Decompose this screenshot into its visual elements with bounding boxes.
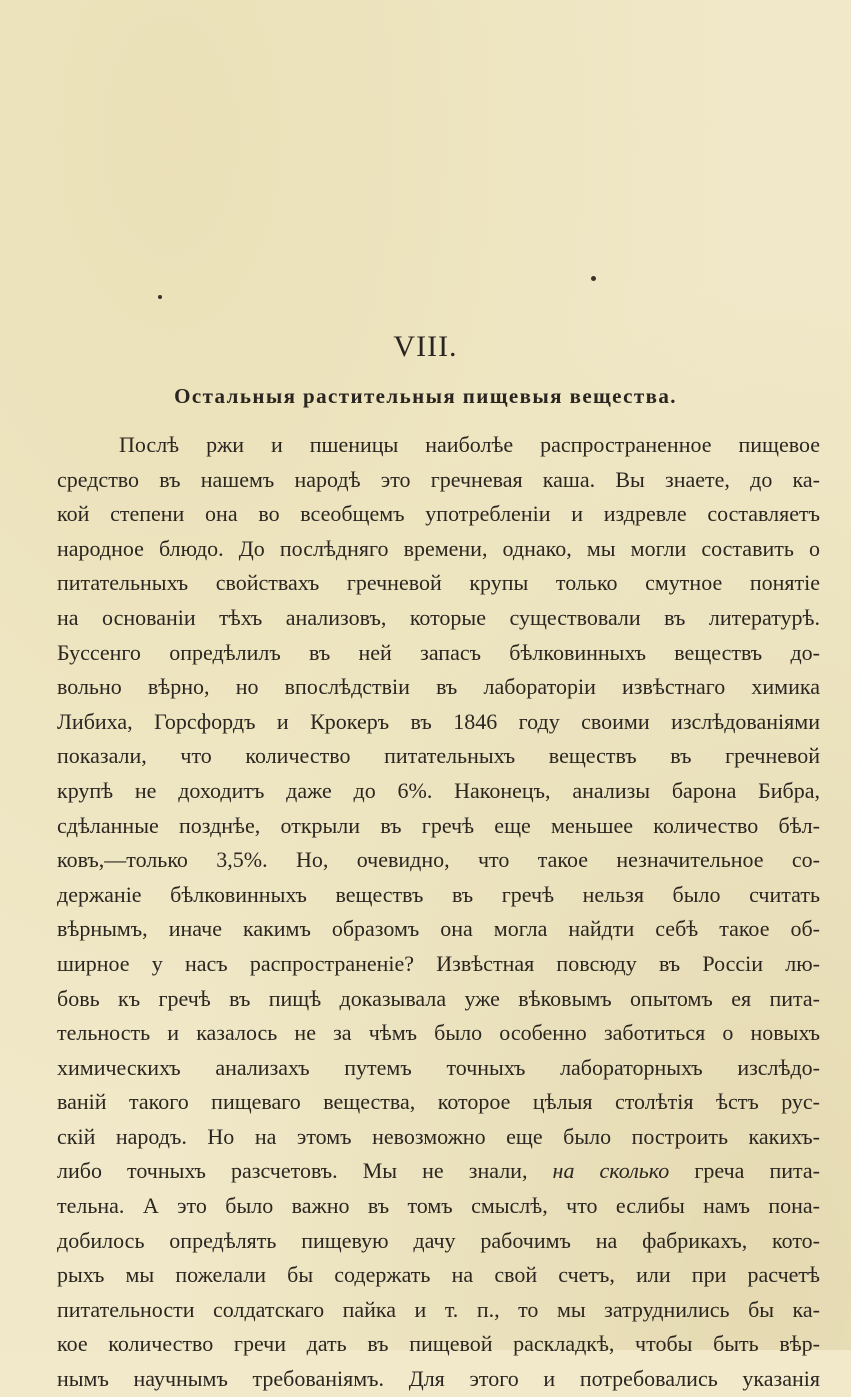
text-line: ширное у насъ распространенiе? Извѣстная повсюду въ Россiи лю- [57,950,820,976]
text-line: химическихъ анализахъ путемъ точныхъ лабораторныхъ изслѣдо- [57,1054,820,1080]
chapter-title: Остальныя растительныя пищевыя вещества. [174,384,677,408]
text-line: показали, что количество питательныхъ веществъ въ гречневой [57,743,820,769]
text-line: средство въ нашемъ народѣ это гречневая каша. Вы знаете, до ка- [57,466,820,492]
text-line: вѣрнымъ, иначе какимъ образомъ она могла найдти себѣ такое об- [57,916,820,942]
text-line: ковъ,—только 3,5%. Но, очевидно, что такое незначительное со- [57,847,820,873]
text-line: сдѣланные позднѣе, открыли въ гречѣ еще меньшее количество бѣл- [57,812,820,838]
text-line-with-italic [57,1154,820,1189]
text-line: бовь къ гречѣ въ пищѣ доказывала уже вѣковымъ опытомъ ея пита- [57,985,820,1011]
text-line: крупѣ не доходитъ даже до 6%. Наконецъ, анализы барона Бибра, [57,777,820,803]
text-line: Послѣ ржи и пшеницы наиболѣе распространенное пищевое [119,432,820,457]
text-line: держанiе бѣлковинныхъ веществъ въ гречѣ нельзя было считать [57,881,820,907]
text-line: Буссенго опредѣлилъ въ ней запасъ бѣлковинныхъ веществъ до- [57,639,820,665]
text-line: вольно вѣрно, но впослѣдствiи въ лабораторiи извѣстнаго химика [57,674,820,700]
text-line: Либиха, Горсфордъ и Крокеръ въ 1846 году своими изслѣдованiями [57,708,820,734]
text-line: нымъ научнымъ требованiямъ. Для этого и потребовались указанiя [57,1366,820,1392]
text-line: рыхъ мы пожелали бы содержать на свой счетъ, или при расчетѣ [57,1262,820,1288]
text-line: ванiй такого пищеваго вещества, которое цѣлыя столѣтiя ѣстъ рус- [57,1089,820,1115]
italic-phrase: на сколько [552,1158,670,1184]
text-segment: греча пита- [694,1158,820,1184]
text-line: тельность и казалось не за чѣмъ было особенно заботиться о новыхъ [57,1020,820,1046]
text-line: кое количество гречи дать въ пищевой раскладкѣ, чтобы быть вѣр- [57,1331,820,1357]
body-text [57,428,820,1397]
chapter-number: VIII. [393,330,458,363]
text-line: кой степени она во всеобщемъ употребленiи и издревле составляетъ [57,501,820,527]
text-segment: либо точныхъ разсчетовъ. Мы не знали, [57,1158,528,1184]
text-line: на основанiи тѣхъ анализовъ, которые существовали въ литературѣ. [57,604,820,630]
text-line: питательности солдатскаго пайка и т. п., то мы затруднились бы ка- [57,1296,820,1322]
text-line: скiй народъ. Но на этомъ невозможно еще было построить какихъ- [57,1123,820,1149]
text-line: питательныхъ свойствахъ гречневой крупы только смутное понятiе [57,570,820,596]
text-line: народное блюдо. До послѣдняго времени, однако, мы могли составить о [57,535,820,561]
speck-mark [158,295,162,299]
text-line: добилось опредѣлять пищевую дачу рабочимъ на фабрикахъ, кото- [57,1227,820,1253]
speck-mark [591,276,596,281]
text-line: тельна. А это было важно въ томъ смыслѣ, что еслибы намъ пона- [57,1193,820,1219]
